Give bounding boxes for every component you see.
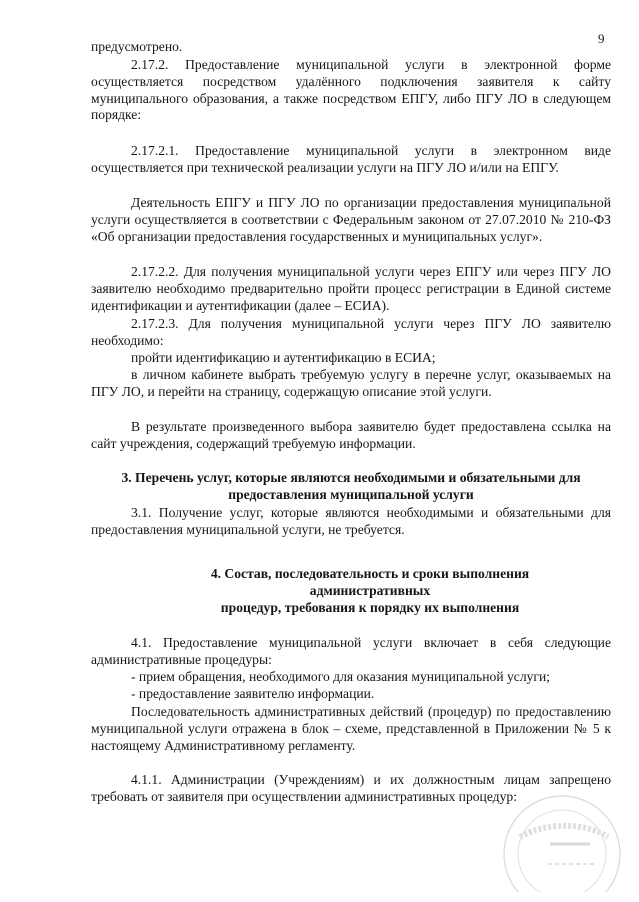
list-item: пройти идентификацию и аутентификацию в ЕСИА; — [131, 350, 436, 365]
seal-stamp-icon — [490, 792, 630, 892]
paragraph: 2.17.2.2. Для получения муниципальной услуги через ЕПГУ или через ПГУ ЛО заявителю необходимо предварительно пройти процесс регистрации в Единой системе идентификации и аутентификации (далее – ЕСИА). — [91, 264, 611, 313]
paragraph: 2.17.2.3. Для получения муниципальной услуги через ПГУ ЛО заявителю необходимо: — [91, 316, 611, 348]
paragraph: 2.17.2. Предоставление муниципальной услуги в электронной форме осуществляется посредством удалённого подключения заявителя к сайту муниципального образования, а также посредством ЕПГУ, либо ПГУ ЛО в следующем порядке: — [91, 57, 611, 123]
section-heading-line: процедур, требования к порядку их выполнения — [220, 600, 520, 615]
paragraph: 4.1. Предоставление муниципальной услуги включает в себя следующие административные процедуры: — [91, 635, 611, 667]
list-item: - предоставление заявителю информации. — [131, 686, 375, 701]
page-number: 9 — [598, 31, 605, 46]
section-heading: 4. Состав, последовательность и сроки выполнения административных — [210, 566, 530, 598]
paragraph: В результате произведенного выбора заявителю будет предоставлена ссылка на сайт учреждения, содержащий требуемую информации. — [91, 419, 611, 451]
list-item: - прием обращения, необходимого для оказания муниципальной услуги; — [131, 669, 551, 684]
paragraph: Последовательность административных действий (процедур) по предоставлению муниципальной услуги отражена в блок – схеме, представленной в Приложении № 5 к настоящему Административному регламенту. — [91, 704, 611, 753]
list-item: в личном кабинете выбрать требуемую услугу в перечне услуг, оказываемых на ПГУ ЛО, и перейти на страницу, содержащую описание этой услуги. — [91, 367, 611, 399]
section-heading: 3. Перечень услуг, которые являются необходимыми и обязательными для предоставления муниципальной услуги — [121, 470, 581, 502]
paragraph: предусмотрено. — [91, 39, 183, 54]
paragraph: Деятельность ЕПГУ и ПГУ ЛО по организации предоставления муниципальной услуги осуществляется в соответствии с Федеральным законом от 27.07.2010 № 210-ФЗ «Об организации предоставления государственных и муниципальных услуг». — [91, 195, 611, 244]
paragraph: 2.17.2.1. Предоставление муниципальной услуги в электронном виде осуществляется при технической реализации услуги на ПГУ ЛО и/или на ЕПГУ. — [91, 143, 611, 175]
paragraph: 3.1. Получение услуг, которые являются необходимыми и обязательными для предоставления муниципальной услуги, не требуется. — [91, 505, 611, 537]
paragraph: 4.1.1. Администрации (Учреждениям) и их должностным лицам запрещено требовать от заявителя при осуществлении административных процедур: — [91, 772, 611, 804]
